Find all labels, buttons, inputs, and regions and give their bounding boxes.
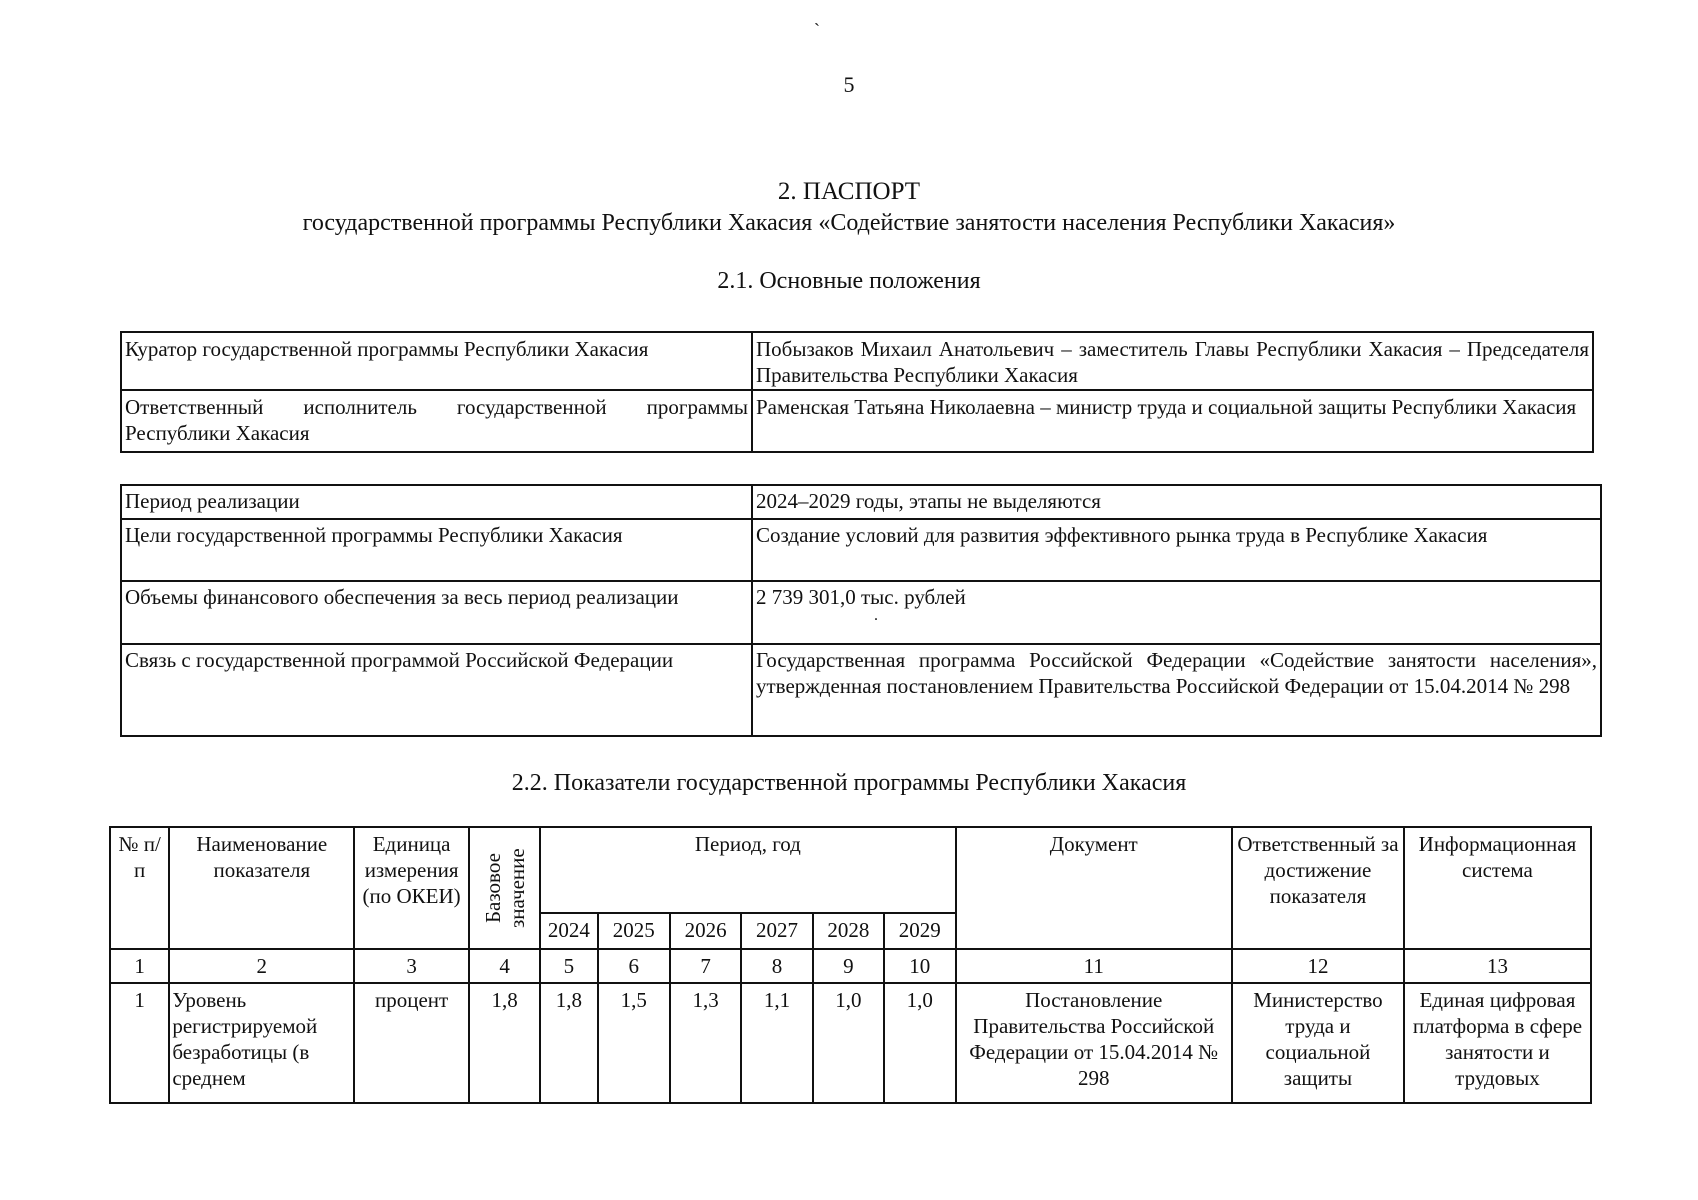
header-responsible: Ответственный за достижение показателя (1232, 827, 1404, 949)
row-value-2029: 1,0 (884, 983, 955, 1103)
document-subtitle: государственной программы Республики Хакасия «Содействие занятости населения Республики Хакасия» (302, 210, 1396, 236)
header-system: Информационная система (1404, 827, 1591, 949)
row-value-2025: 1,5 (598, 983, 670, 1103)
funding-cell (752, 581, 1601, 644)
row-value-2026: 1,3 (670, 983, 741, 1103)
column-number: 8 (741, 949, 812, 983)
page-mark: ` (814, 20, 820, 40)
table-row (121, 519, 1601, 581)
row-responsible: Министерство труда и социальной защиты (1232, 983, 1404, 1103)
header-year: 2029 (884, 913, 955, 949)
table-row (110, 983, 1591, 1103)
header-name: Наименование показателя (169, 827, 354, 949)
federal-link-value: Государственная программа Российской Федерации «Содействие занятости населения», утвержденная постановлением Правительства Российской Федерации от 15.04.2014 № 298 (752, 644, 1601, 736)
row-document: Постановление Правительства Российской Федерации от 15.04.2014 № 298 (956, 983, 1232, 1103)
column-number: 6 (598, 949, 670, 983)
section-heading-indicators: 2.2. Показатели государственной программы Республики Хакасия (511, 770, 1187, 796)
column-number: 1 (110, 949, 169, 983)
goals-value: Создание условий для развития эффективного рынка труда в Республике Хакасия (752, 519, 1601, 581)
column-number: 10 (884, 949, 955, 983)
funding-extra-mark: . (874, 607, 878, 624)
table-row (121, 581, 1601, 644)
row-unit: процент (354, 983, 469, 1103)
header-year: 2025 (598, 913, 670, 949)
curator-value: Побызаков Михаил Анатольевич – заместитель Главы Республики Хакасия – Председателя Правительства Республики Хакасия (752, 332, 1593, 390)
header-base-text: Базовое значение (480, 848, 529, 928)
table-header-row (110, 827, 1591, 913)
period-value: 2024–2029 годы, этапы не выделяются (752, 485, 1601, 519)
goals-label: Цели государственной программы Республики Хакасия (121, 519, 752, 581)
header-year: 2028 (813, 913, 884, 949)
period-label: Период реализации (121, 485, 752, 519)
document-title: 2. ПАСПОРТ (777, 178, 921, 205)
column-number: 13 (1404, 949, 1591, 983)
column-number: 7 (670, 949, 741, 983)
indicators-table (109, 826, 1592, 1104)
funding-value: 2 739 301,0 тыс. рублей (756, 585, 966, 609)
row-num: 1 (110, 983, 169, 1103)
column-number: 5 (540, 949, 597, 983)
row-value-2024: 1,8 (540, 983, 597, 1103)
funding-label: Объемы финансового обеспечения за весь период реализации (121, 581, 752, 644)
page-number: 5 (843, 72, 855, 97)
row-value-2027: 1,1 (741, 983, 812, 1103)
header-unit: Единица измерения (по ОКЕИ) (354, 827, 469, 949)
table-row (121, 644, 1601, 736)
curator-label: Куратор государственной программы Республики Хакасия (121, 332, 752, 390)
header-year: 2024 (540, 913, 597, 949)
row-system: Единая цифровая платформа в сфере занятости и трудовых (1404, 983, 1591, 1103)
passport-table (120, 484, 1602, 737)
federal-link-label: Связь с государственной программой Российской Федерации (121, 644, 752, 736)
section-heading-basic: 2.1. Основные положения (717, 268, 981, 294)
table-row (121, 332, 1593, 390)
header-base (469, 827, 540, 949)
row-base: 1,8 (469, 983, 540, 1103)
row-value-2028: 1,0 (813, 983, 884, 1103)
executor-value: Раменская Татьяна Николаевна – министр труда и социальной защиты Республики Хакасия (752, 390, 1593, 452)
table-row (121, 390, 1593, 452)
executor-label: Ответственный исполнитель государственной программы Республики Хакасия (121, 390, 752, 452)
header-year: 2026 (670, 913, 741, 949)
header-num: № п/п (110, 827, 169, 949)
column-number: 9 (813, 949, 884, 983)
column-number-row (110, 949, 1591, 983)
column-number: 3 (354, 949, 469, 983)
column-number: 12 (1232, 949, 1404, 983)
column-number: 4 (469, 949, 540, 983)
row-name: Уровень регистрируемой безработицы (в среднем (169, 983, 354, 1103)
header-document: Документ (956, 827, 1232, 949)
curator-table (120, 331, 1594, 453)
column-number: 2 (169, 949, 354, 983)
table-row (121, 485, 1601, 519)
header-year: 2027 (741, 913, 812, 949)
header-period: Период, год (540, 827, 955, 913)
column-number: 11 (956, 949, 1232, 983)
